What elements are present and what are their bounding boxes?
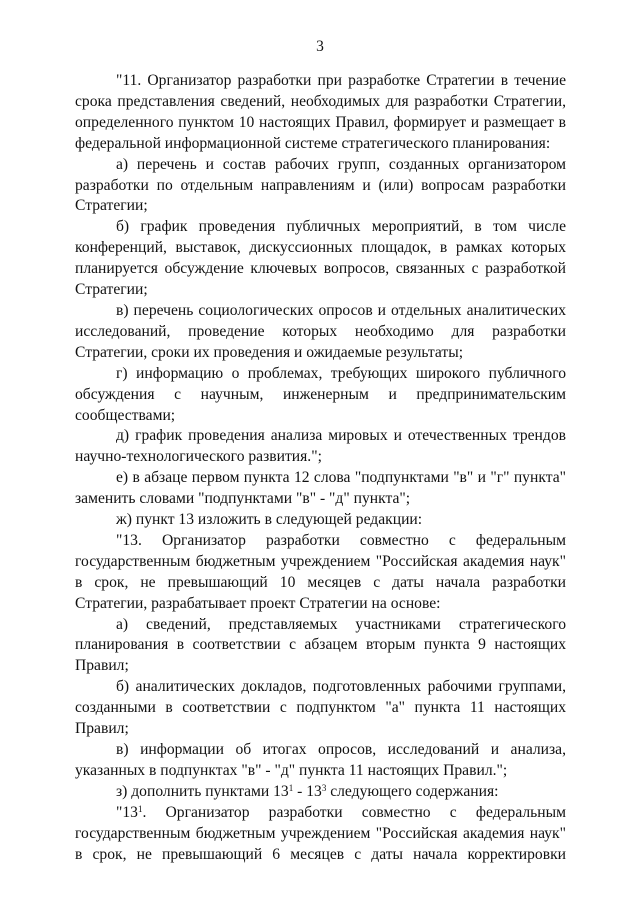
paragraph-z-middle: - 13 [293,782,322,800]
paragraph-z [75,782,566,803]
document-body [75,71,566,865]
paragraph-z-suffix: следующего содержания: [326,782,499,800]
paragraph-11: "11. Организатор разработки при разработке Стратегии в течение срока представления сведений, необходимых для разработки Стратегии, определенного пунктом 10 настоящих Правил, формирует и размещает в федеральной информационной системе стратегического планирования: [75,72,566,152]
paragraph-13-a: а) сведений, представляемых участниками стратегического планирования в соответствии с абзацем вторым пункта 9 настоящих Правил; [75,615,566,675]
superscript-1: 1 [288,782,294,793]
superscript-3: 3 [321,782,327,793]
paragraph-11-b: б) график проведения публичных мероприятий, в том числе конференций, выставок, дискуссионных площадок, в рамках которых планируется обсуждение ключевых вопросов, связанных с разработкой Стратегии; [75,218,566,299]
page-number: 3 [316,38,324,55]
paragraph-11-d: д) график проведения анализа мировых и отечественных трендов научно-технологического развития."; [75,427,566,466]
paragraph-13-1 [75,803,566,866]
paragraph-z-prefix: з) дополнить пунктами 13 [116,782,289,800]
paragraph-13-b: б) аналитических докладов, подготовленных рабочими группами, созданными в соответствии с подпунктом "а" пункта 11 настоящих Правил; [75,678,566,738]
paragraph-e: е) в абзаце первом пункта 12 слова "подпунктами "в" и "г" пункта" заменить словами "подпунктами "в" - "д" пункта"; [75,469,566,508]
paragraph-zh: ж) пункт 13 изложить в следующей редакции: [116,511,423,529]
paragraph-13: "13. Организатор разработки совместно с федеральным государственным бюджетным учреждением "Российская академия наук" в срок, не превышающий 10 месяцев с даты начала разработки Стратегии, разрабатывает проект Стратегии на основе: [75,531,566,612]
paragraph-13-1-prefix: "13 [116,803,138,821]
paragraph-13-1-text: . Организатор разработки совместно с федеральным государственным бюджетным учреждением "Российская академия наук" в срок, не превышающий 6 месяцев с даты начала корректировки [75,803,566,863]
paragraph-11-a: а) перечень и состав рабочих групп, созданных организатором разработки по отдельным направлениям и (или) вопросам разработки Стратегии; [75,155,566,215]
superscript-13-1: 1 [137,803,143,814]
paragraph-11-g: г) информацию о проблемах, требующих широкого публичного обсуждения с научным, инженерным и предпринимательским сообществами; [75,364,566,424]
paragraph-13-v: в) информации об итогах опросов, исследований и анализа, указанных в подпунктах "в" - "д" пункта 11 настоящих Правил."; [75,741,566,779]
paragraph-11-v: в) перечень социологических опросов и отдельных аналитических исследований, проведение которых необходимо для разработки Стратегии, сроки их проведения и ожидаемые результаты; [75,301,566,361]
